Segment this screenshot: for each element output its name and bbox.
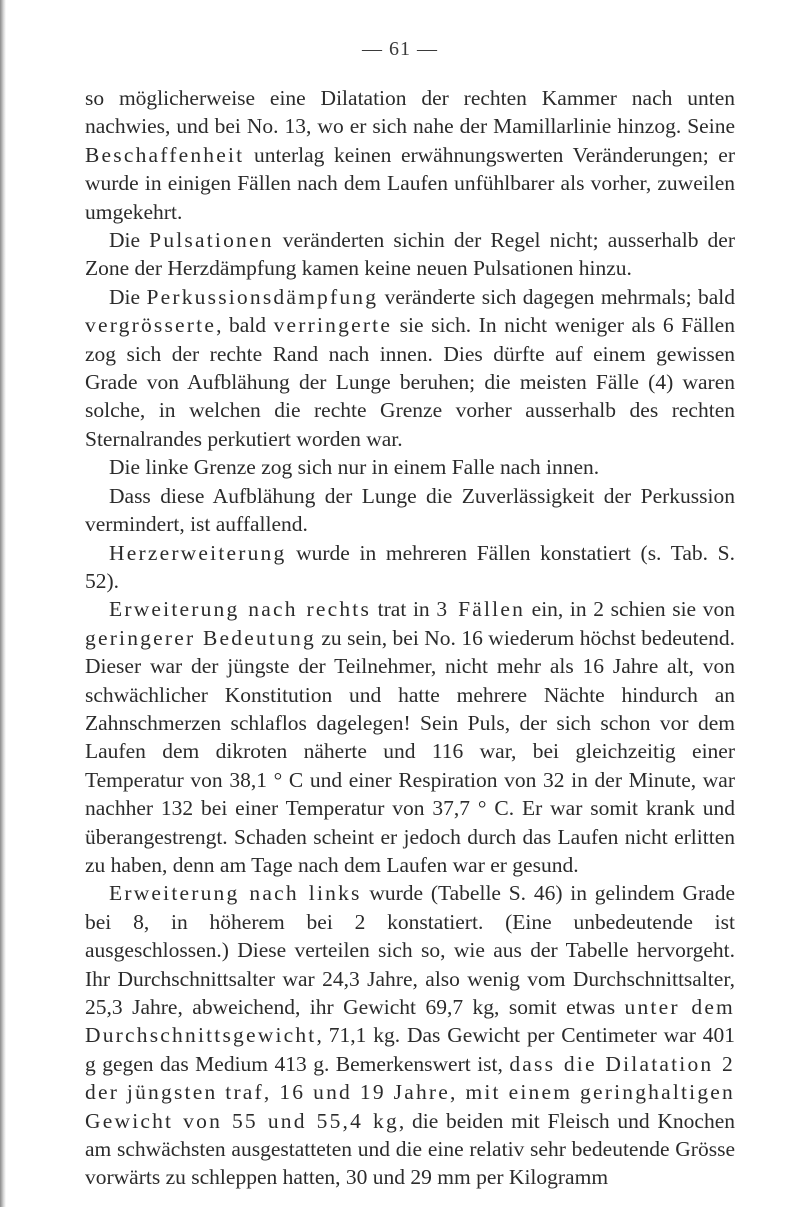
text-segment: , die beiden mit Fleisch und Knochen am schwächsten ausgestatteten und die eine relativ sehr bedeutende Grösse vorwärts zu schleppen hatten, 30 und 29 mm per Kilogramm <box>85 1108 735 1190</box>
text-segment: , 71,1 kg. Das Gewicht per Centimeter war 401 g gegen das Medium 413 g. Bemerkenswert ist, <box>85 1023 735 1076</box>
emphasized-text: Herzerweiterung <box>109 540 287 565</box>
emphasized-text: Erweiterung nach links <box>109 881 362 906</box>
text-segment: zu sein, bei No. 16 wiederum höchst bedeutend. Dieser war der jüngste der Teilnehmer, nicht mehr als 16 Jahre alt, von schwächlicher Konstitution und hatte mehrere Nächte hindurch an Zahnschmerzen schlaflos dagelegen! Sein Puls, der sich schon vor dem Laufen dem dikroten näherte und 116 war, bei gleichzeitig einer Temperatur von 38,1 ° C und einer Respiration von 32 in der Minute, war nachher 132 bei einer Temperatur von 37,7 ° C. Er war somit krank und überangestrengt. Schaden scheint er jedoch durch das Laufen nicht erlitten zu haben, denn am Tage nach dem Laufen war er gesund. <box>85 625 735 877</box>
text-segment: veränderten sichin der Regel nicht; ausserhalb der Zone der Herzdämpfung kamen keine neuen Pulsationen hinzu. <box>85 228 735 281</box>
text-segment: so möglicherweise eine Dilatation der rechten Kammer nach unten nachwies, und bei No. 13, wo er sich nahe der Mamillarlinie hinzog. Seine <box>85 86 735 139</box>
page-edge-shadow <box>0 0 6 1207</box>
paragraph <box>85 453 735 481</box>
emphasized-text: verringerte <box>273 313 393 338</box>
emphasized-text: Erweiterung nach rechts <box>109 597 372 622</box>
text-segment: Die <box>109 228 150 253</box>
emphasized-text: 3 Fällen <box>436 597 526 622</box>
emphasized-text: Perkussionsdämpfung <box>146 284 379 309</box>
paragraph <box>85 84 735 226</box>
emphasized-text: vergrösserte <box>85 313 217 338</box>
paragraph <box>85 482 735 539</box>
body-text <box>85 84 735 1192</box>
paragraph <box>85 283 735 453</box>
paragraph <box>85 595 735 879</box>
text-segment: Die <box>109 284 147 309</box>
paragraph <box>85 226 735 283</box>
emphasized-text: dass die Dilatation 2 der jüngsten traf, 16 und 19 Jahre, mit einem geringhaltigen Gewicht von 55 und 55,4 kg <box>85 1051 735 1133</box>
text-segment: wurde (Tabelle S. 46) in gelindem Grade bei 8, in höherem bei 2 konstatiert. (Eine unbedeutende ist ausgeschlossen.) Diese verteilen sich so, wie aus der Tabelle hervorgeht. Ihr Durchschnittsalter war 24,3 Jahre, also wenig vom Durchschnittsalter, 25,3 Jahre, abweichend, ihr Gewicht 69,7 kg, somit etwas <box>85 881 736 1019</box>
emphasized-text: unter dem Durchschnittsgewicht <box>85 995 735 1048</box>
text-segment: veränderte sich dagegen mehrmals; bald <box>378 284 736 309</box>
paragraph <box>85 879 735 1191</box>
page-number: — 61 — <box>362 38 438 60</box>
emphasized-text: geringerer Bedeutung <box>85 625 316 650</box>
emphasized-text: Beschaffenheit <box>85 142 245 167</box>
paragraph <box>85 539 735 596</box>
text-segment: Dass diese Aufblähung der Lunge die Zuverlässigkeit der Perkussion vermindert, ist auffallend. <box>85 483 735 537</box>
text-segment: ein, in 2 schien sie von <box>525 597 735 622</box>
text-segment: wurde in mehreren Fällen konstatiert (s. Tab. S. 52). <box>85 540 735 593</box>
text-segment: , bald <box>216 313 274 338</box>
text-segment: sie sich. In nicht weniger als 6 Fällen zog sich der rechte Rand nach innen. Dies dürfte auf einem gewissen Grade von Aufblähung der Lunge beruhen; die meisten Fälle (4) waren solche, in welchen die rechte Grenze vorher ausserhalb des rechten Sternalrandes perkutiert worden war. <box>85 313 735 451</box>
emphasized-text: Pulsationen <box>149 228 274 253</box>
text-segment: unterlag keinen erwähnungswerten Veränderungen; er wurde in einigen Fällen nach dem Laufen unfühlbarer als vorher, zuweilen umgekehrt. <box>85 142 735 224</box>
text-segment: trat in <box>371 597 437 622</box>
text-segment: Die linke Grenze zog sich nur in einem Falle nach innen. <box>109 455 600 480</box>
